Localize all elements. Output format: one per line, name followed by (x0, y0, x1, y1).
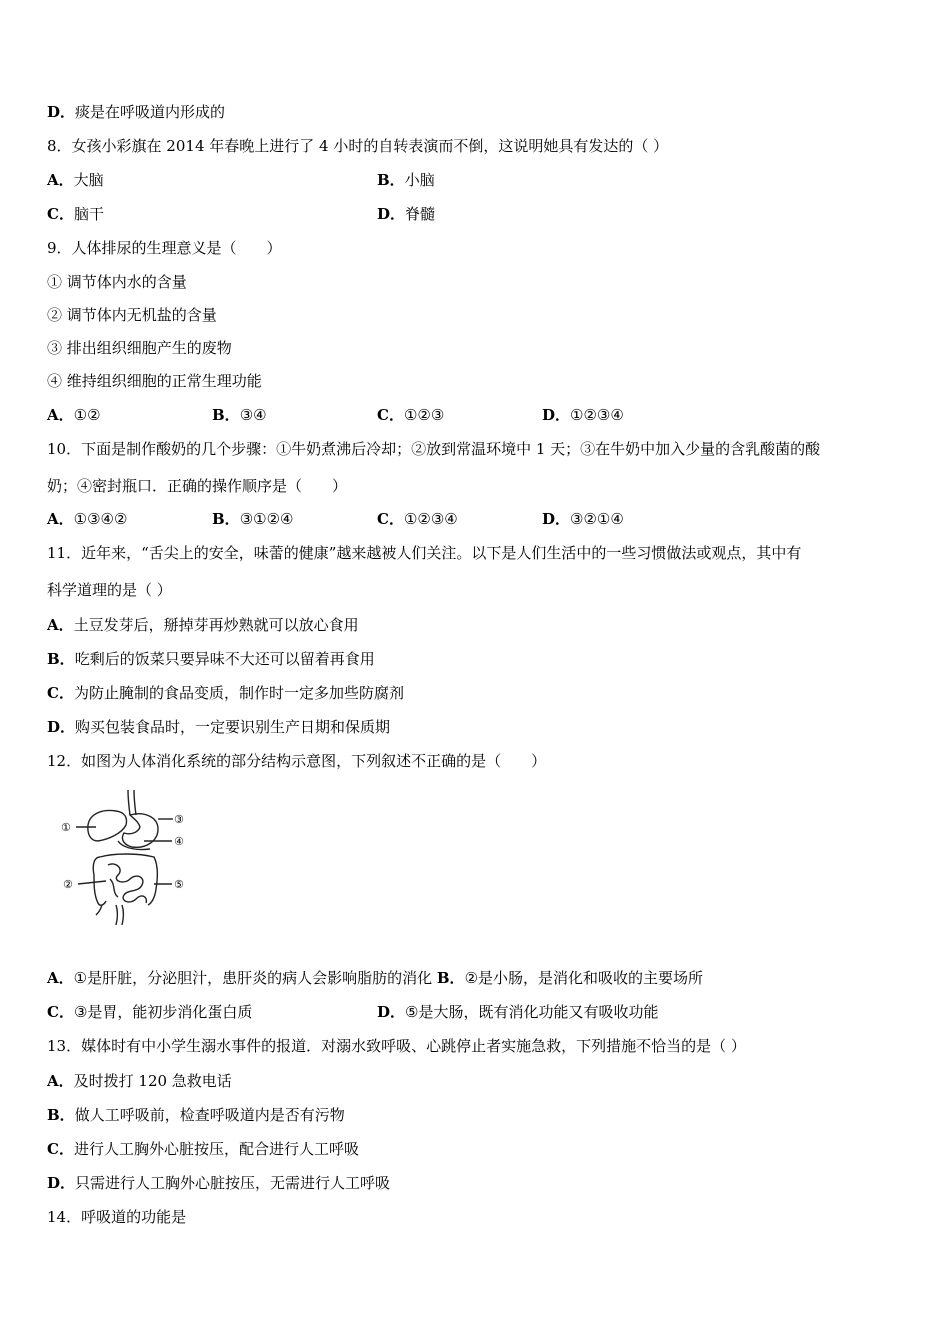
q8-option-c: C．脑干 (47, 205, 104, 223)
q11-option-a: A．土豆发芽后，掰掉芽再炒熟就可以放心食用 (47, 616, 359, 634)
q10-stem-line1: 10．下面是制作酸奶的几个步骤：①牛奶煮沸后冷却；②放到常温环境中 1 天；③在牛奶中加入少量的含乳酸菌的酸 (47, 440, 821, 458)
q9-item-1: ① 调节体内水的含量 (47, 273, 187, 291)
q8-option-a: A．大脑 (47, 171, 104, 189)
q8-stem: 8．女孩小彩旗在 2014 年春晚上进行了 4 小时的自转表演而不倒，这说明她具有发达的（ ） (47, 137, 669, 155)
q10-option-a: A．①③④② (47, 510, 128, 528)
q11-option-c: C．为防止腌制的食品变质，制作时一定多加些防腐剂 (47, 684, 404, 702)
q8-option-b: B．小脑 (377, 171, 435, 189)
q13-option-c: C．进行人工胸外心脏按压，配合进行人工呼吸 (47, 1140, 359, 1158)
q13-option-a: A．及时拨打 120 急救电话 (47, 1072, 232, 1090)
q9-stem: 9．人体排尿的生理意义是（ ） (47, 239, 282, 257)
q12-option-d: D．⑤是大肠，既有消化功能又有吸收功能 (377, 1003, 659, 1021)
figure-label-1: ① (61, 821, 71, 834)
q14-stem: 14．呼吸道的功能是 (47, 1208, 187, 1226)
q10-option-c: C．①②③④ (377, 510, 458, 528)
q9-option-c: C．①②③ (377, 406, 445, 424)
q9-option-b: B．③④ (212, 406, 267, 424)
q11-stem-line2: 科学道理的是（ ） (47, 581, 172, 599)
q9-item-3: ③ 排出组织细胞产生的废物 (47, 339, 232, 357)
q8-option-d: D．脊髓 (377, 205, 436, 223)
q10-stem-line2: 奶；④密封瓶口．正确的操作顺序是（ ） (47, 477, 348, 495)
figure-label-3: ③ (174, 813, 184, 826)
q12-option-ab: A．①是肝脏，分泌胆汁，患肝炎的病人会影响脂肪的消化 B．②是小肠，是消化和吸收的主要场所 (47, 969, 704, 987)
q9-item-4: ④ 维持组织细胞的正常生理功能 (47, 372, 262, 390)
q9-item-2: ② 调节体内无机盐的含量 (47, 306, 217, 324)
q11-option-b: B．吃剩后的饭菜只要异味不大还可以留着再食用 (47, 650, 375, 668)
stomach-shape (122, 814, 158, 848)
q9-option-d: D．①②③④ (542, 406, 624, 424)
figure-label-4: ④ (174, 835, 184, 848)
liver-shape (88, 811, 127, 841)
q12-option-c: C．③是胃，能初步消化蛋白质 (47, 1003, 253, 1021)
q7-option-d: D．痰是在呼吸道内形成的 (47, 103, 226, 121)
q11-option-d: D．购买包装食品时，一定要识别生产日期和保质期 (47, 718, 391, 736)
q13-option-b: B．做人工呼吸前，检查呼吸道内是否有污物 (47, 1106, 345, 1124)
q11-stem-line1: 11．近年来，“舌尖上的安全，味蕾的健康”越来越被人们关注。以下是人们生活中的一些习惯做法或观点，其中有 (47, 544, 802, 562)
q10-option-b: B．③①②④ (212, 510, 294, 528)
q12-stem: 12．如图为人体消化系统的部分结构示意图，下列叙述不正确的是（ ） (47, 752, 547, 770)
figure-label-2: ② (63, 878, 73, 891)
q9-option-a: A．①② (47, 406, 101, 424)
q13-option-d: D．只需进行人工胸外心脏按压，无需进行人工呼吸 (47, 1174, 391, 1192)
digestive-system-figure (58, 785, 188, 930)
q13-stem: 13．媒体时有中小学生溺水事件的报道．对溺水致呼吸、心跳停止者实施急救，下列措施不恰当的是（ ） (47, 1037, 746, 1055)
figure-label-5: ⑤ (174, 878, 184, 891)
small-intestine-shape (108, 864, 146, 903)
q10-option-d: D．③②①④ (542, 510, 624, 528)
